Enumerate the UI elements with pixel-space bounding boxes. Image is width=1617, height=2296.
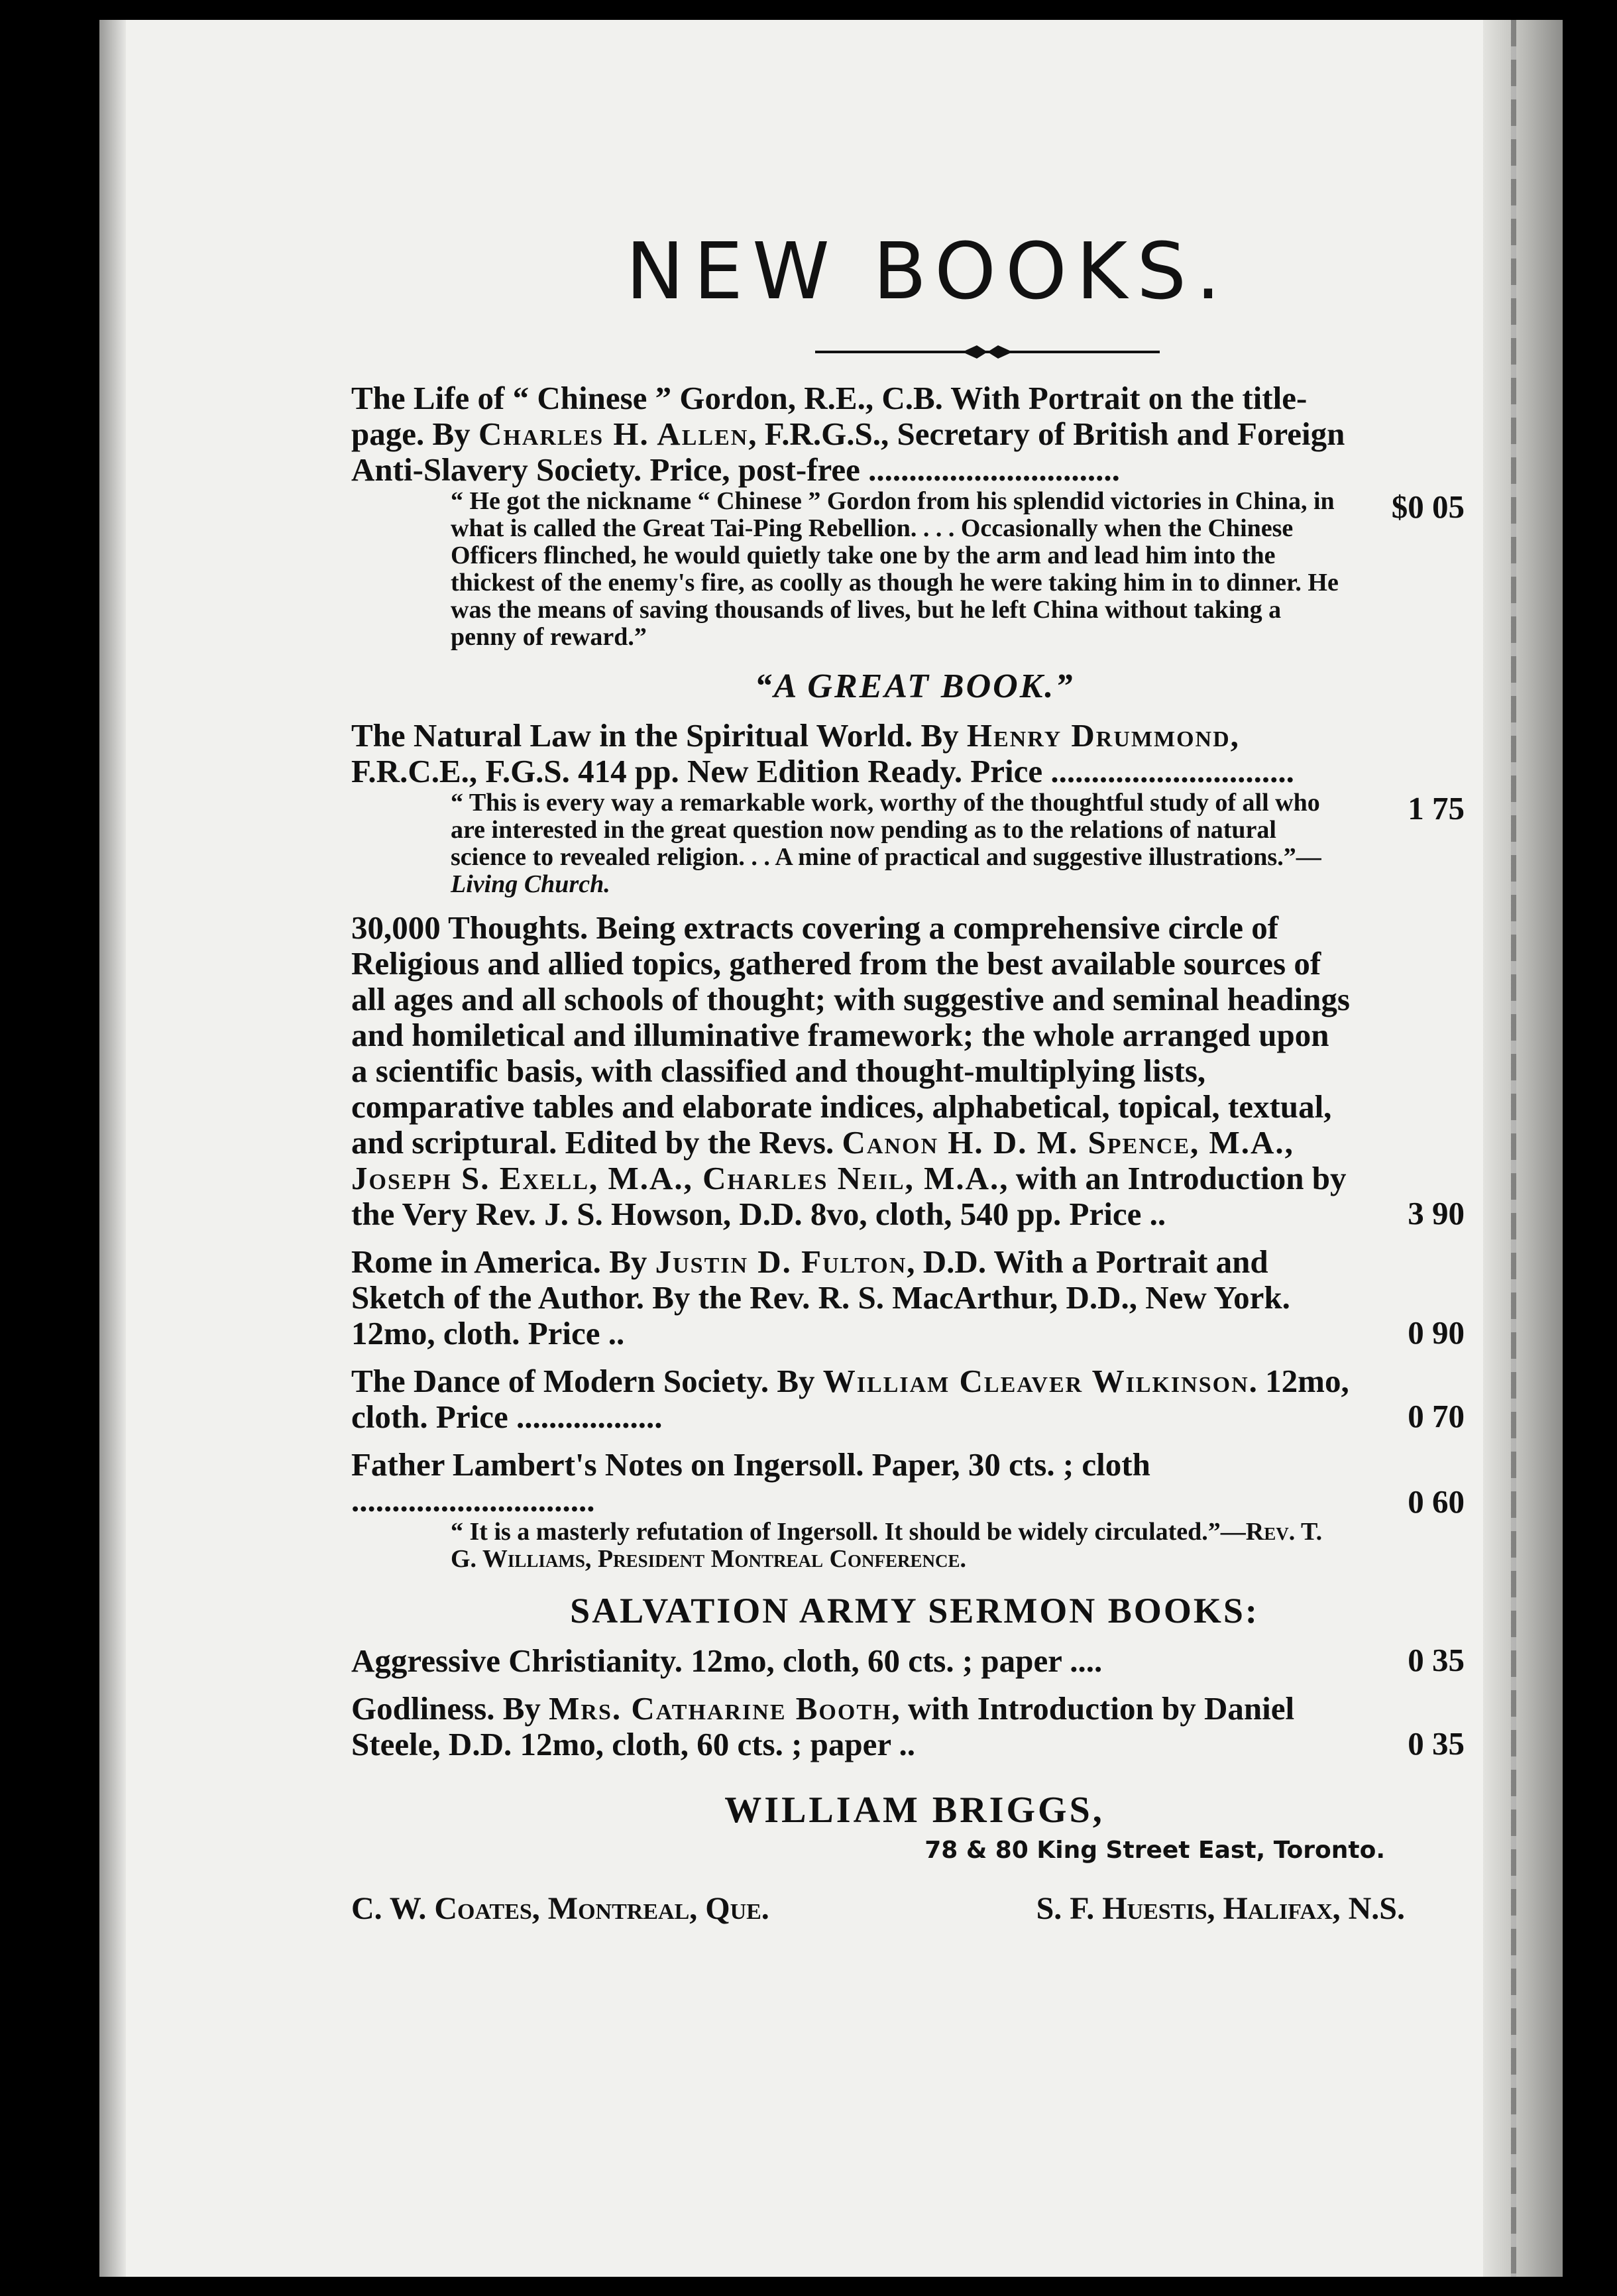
entry-description xyxy=(351,1643,1478,1679)
entry-text: By xyxy=(769,1363,823,1399)
entry-text-2: , D.D. With a Portrait and Sketch of the Author. By the Rev. R. S. MacArthur, D.D., New York. 12mo, cloth. Price .. xyxy=(351,1243,1290,1351)
entry-title: Godliness. xyxy=(351,1690,495,1727)
entry-price: 0 60 xyxy=(1408,1483,1465,1520)
binding-thread xyxy=(1511,20,1516,2277)
entry-price: $0 05 xyxy=(1391,488,1465,525)
ornament-rule-icon xyxy=(815,343,1160,361)
entry-quote xyxy=(351,1519,1478,1573)
entry-text-2: , with an Introduction by the Very Rev. J. S. Howson, D.D. 8vo, cloth, 540 pp. Price .. xyxy=(351,1160,1347,1232)
book-entry-aggressive-christianity xyxy=(351,1643,1478,1679)
quote-source: Living Church. xyxy=(451,870,610,898)
entry-description xyxy=(351,910,1478,1232)
book-entry-thoughts xyxy=(351,910,1478,1232)
entry-text-2: , with Introduction by Daniel Steele, D.D. 12mo, cloth, 60 cts. ; paper .. xyxy=(351,1690,1295,1762)
entry-text: By xyxy=(494,1690,549,1727)
entry-text: With Portrait on the title-page. By xyxy=(351,380,1308,452)
entry-description xyxy=(351,1244,1478,1351)
publisher-name: WILLIAM BRIGGS, xyxy=(724,1790,1105,1831)
quote-text: “ It is a masterly refutation of Ingersoll. It should be widely circulated.”— xyxy=(451,1518,1246,1546)
agent-halifax: S. F. Huestis, Halifax, N.S. xyxy=(1036,1891,1405,1926)
quote-text: “ This is every way a remarkable work, worthy of the thoughtful study of all who are interested in the great question now pending as to the relations of natural science to revealed religion. . . A mine of practical and suggestive illustrations.”— xyxy=(451,789,1321,871)
entry-text-2: , F.R.G.S., Secretary of British and Foreign Anti-Slavery Society. Price, post-free ............................... xyxy=(351,416,1345,488)
entry-price: 0 70 xyxy=(1408,1398,1465,1434)
entry-author: Justin D. Fulton xyxy=(655,1243,907,1280)
content xyxy=(351,225,1478,1927)
entry-title: Father Lambert's Notes on Ingersoll. xyxy=(351,1446,864,1483)
entry-author: Mrs. Catharine Booth xyxy=(549,1690,892,1727)
entry-text: Paper, 30 cts. ; cloth .............................. xyxy=(351,1446,1150,1519)
entry-author: Henry Drummond xyxy=(966,717,1231,754)
entry-title: Rome in America. xyxy=(351,1243,601,1280)
book-entry-natural-law xyxy=(351,718,1478,898)
entry-price: 0 90 xyxy=(1408,1314,1465,1351)
entry-description xyxy=(351,1447,1478,1519)
quote-source: Rev. T. G. Williams, President Montreal Conference. xyxy=(451,1518,1323,1573)
entry-description xyxy=(351,380,1478,488)
entry-description xyxy=(351,1691,1478,1762)
book-entry-godliness xyxy=(351,1691,1478,1762)
masthead: NEW BOOKS. xyxy=(626,225,1230,317)
entry-price: 3 90 xyxy=(1408,1195,1465,1232)
entry-title: The Natural Law in the Spiritual World. xyxy=(351,717,913,754)
entry-description xyxy=(351,1363,1478,1435)
entry-title: The Life of “ Chinese ” Gordon, R.E., C.B. xyxy=(351,380,943,416)
book-entry-rome-in-america xyxy=(351,1244,1478,1351)
entry-price: 1 75 xyxy=(1408,790,1465,827)
entry-title: Aggressive Christianity. xyxy=(351,1642,683,1679)
entry-text: By xyxy=(913,717,967,754)
agent-montreal: C. W. Coates, Montreal, Que. xyxy=(351,1891,769,1926)
salvation-army-heading: SALVATION ARMY SERMON BOOKS: xyxy=(570,1591,1259,1631)
entry-price: 0 35 xyxy=(1408,1642,1465,1678)
quote-text: “ He got the nickname “ Chinese ” Gordon from his splendid victories in China, in what is called the Great Tai-Ping Rebellion. . . . Occasionally when the Chinese Officers flinched, he would quietly take one by the arm and lead him into the thickest of the enemy's fire, as coolly as though he were taking him in to dinner. He was the means of saving thousands of lives, but he left China without taking a penny of reward.” xyxy=(451,487,1339,651)
publisher-address: 78 & 80 King Street East, Toronto. xyxy=(924,1837,1385,1864)
entry-title: 30,000 Thoughts. xyxy=(351,909,588,946)
entry-author: Charles H. Allen xyxy=(478,416,749,452)
entry-description xyxy=(351,718,1478,789)
entry-text-2: , F.R.C.E., F.G.S. 414 pp. New Edition Ready. Price .............................. xyxy=(351,717,1294,789)
entry-quote xyxy=(351,789,1478,898)
entry-text-2: . 12mo, cloth. Price .................. xyxy=(351,1363,1349,1435)
entry-author: William Cleaver Wilkinson xyxy=(822,1363,1249,1399)
entry-text: Being extracts covering a comprehensive circle of Religious and allied topics, gathered from the best available sources of all ages and all schools of thought; with suggestive and seminal headings and homiletical and illuminative framework; the whole arranged upon a scientific basis, with classified and thought-multiplying lists, comparative tables and elaborate indices, alphabetical, topical, textual, and scriptural. Edited by the Revs. xyxy=(351,909,1350,1161)
book-entry-chinese-gordon xyxy=(351,380,1478,651)
book-entry-dance-modern-society xyxy=(351,1363,1478,1435)
entry-text: 12mo, cloth, 60 cts. ; paper .... xyxy=(682,1642,1103,1679)
entry-price: 0 35 xyxy=(1408,1725,1465,1762)
entry-text: By xyxy=(600,1243,655,1280)
spine-shadow xyxy=(99,20,126,2277)
book-entry-father-lambert xyxy=(351,1447,1478,1573)
entry-quote xyxy=(351,488,1478,651)
entry-title: The Dance of Modern Society. xyxy=(351,1363,769,1399)
great-book-heading: “A GREAT BOOK.” xyxy=(754,667,1075,705)
entry-author: Canon H. D. M. Spence, M.A., Joseph S. Exell, M.A., Charles Neil, M.A. xyxy=(351,1124,1294,1196)
page xyxy=(99,20,1563,2277)
binding-edge xyxy=(1483,20,1563,2277)
agents-line xyxy=(351,1890,1478,1927)
